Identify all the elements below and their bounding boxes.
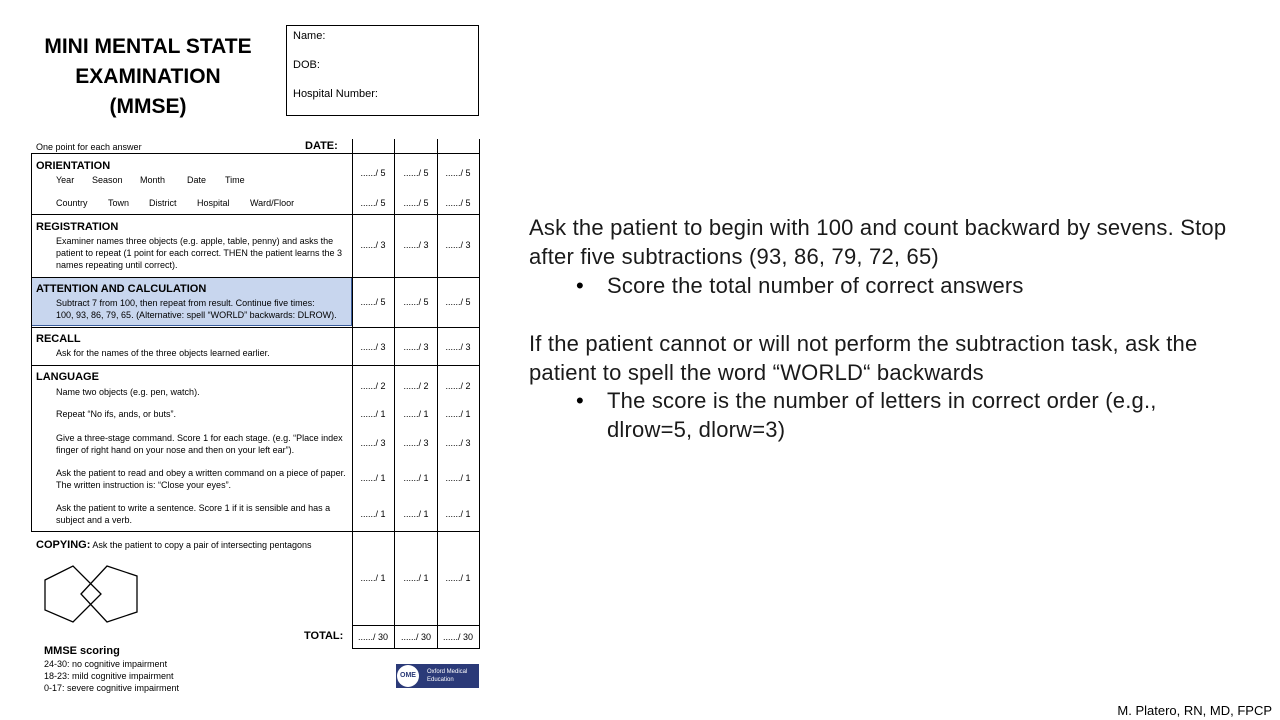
name-field-label: Name:: [293, 30, 326, 42]
score-language-2b[interactable]: ....../ 1: [403, 409, 429, 419]
score-language-1c[interactable]: ....../ 2: [445, 381, 471, 391]
attention-title: ATTENTION AND CALCULATION: [36, 283, 207, 295]
copying-text: Ask the patient to copy a pair of intersecting pentagons: [92, 540, 312, 550]
recall-title: RECALL: [36, 333, 81, 345]
language-title: LANGUAGE: [36, 371, 99, 383]
registration-title: REGISTRATION: [36, 221, 119, 233]
instruction-paragraph-1: Ask the patient to begin with 100 and count backward by sevens. Stop after five subtractions (93, 86, 79, 72, 65): [529, 215, 1227, 269]
language-item-4: Ask the patient to read and obey a written command on a piece of paper. The written instruction is: “Close your eyes”.: [56, 468, 346, 490]
dob-field-label: DOB:: [293, 59, 320, 71]
score-language-2c[interactable]: ....../ 1: [445, 409, 471, 419]
attention-text-2: 100, 93, 86, 79, 65. (Alternative: spell “WORLD” backwards: DLROW).: [56, 310, 337, 320]
instruction-paragraph-2: If the patient cannot or will not perform the subtraction task, ask the patient to spell the word “WORLD“ backwards: [529, 331, 1198, 385]
orientation-date: Date: [187, 175, 207, 185]
score-orientation-1a[interactable]: ....../ 5: [360, 168, 386, 178]
copying-row: [36, 540, 312, 551]
recall-text: Ask for the names of the three objects learned earlier.: [56, 348, 270, 358]
orientation-season: Season: [92, 175, 123, 185]
intersecting-pentagons-icon: [43, 564, 141, 628]
form-title-line1: MINI MENTAL STATE: [44, 35, 252, 58]
form-title-line3: (MMSE): [109, 95, 187, 118]
form-note: One point for each answer: [36, 142, 142, 152]
orientation-month: Month: [140, 175, 166, 185]
language-item-1: Name two objects (e.g. pen, watch).: [56, 387, 200, 397]
score-orientation-2c[interactable]: ....../ 5: [445, 198, 471, 208]
scoring-line-3: 0-17: severe cognitive impairment: [44, 683, 180, 693]
score-language-3c[interactable]: ....../ 3: [445, 438, 471, 448]
score-language-1b[interactable]: ....../ 2: [403, 381, 429, 391]
mmse-form-table: [31, 139, 480, 649]
date-label: DATE:: [305, 140, 338, 152]
mmse-scoring-legend: [44, 644, 179, 694]
score-registration-b[interactable]: ....../ 3: [403, 240, 429, 250]
bullet-dot-1: •: [576, 273, 584, 298]
score-copying-b[interactable]: ....../ 1: [403, 573, 429, 583]
score-copying-c[interactable]: ....../ 1: [445, 573, 471, 583]
orientation-country: Country: [56, 198, 88, 208]
orientation-district: District: [149, 198, 177, 208]
hospital-number-field-label: Hospital Number:: [293, 88, 378, 100]
attention-text-1: Subtract 7 from 100, then repeat from result. Continue five times:: [56, 298, 315, 308]
scoring-line-2: 18-23: mild cognitive impairment: [44, 671, 174, 681]
score-language-1a[interactable]: ....../ 2: [360, 381, 386, 391]
copying-title: COPYING:: [36, 539, 91, 551]
score-copying-a[interactable]: ....../ 1: [360, 573, 386, 583]
instruction-bullet-2: The score is the number of letters in correct order (e.g., dlrow=5, dlorw=3): [607, 388, 1157, 442]
orientation-town: Town: [108, 198, 130, 208]
score-attention-b[interactable]: ....../ 5: [403, 297, 429, 307]
language-item-2: Repeat “No ifs, ands, or buts”.: [56, 409, 177, 419]
score-language-4b[interactable]: ....../ 1: [403, 473, 429, 483]
score-orientation-1b[interactable]: ....../ 5: [403, 168, 429, 178]
instruction-bullet-1: Score the total number of correct answers: [607, 273, 1024, 298]
score-language-5c[interactable]: ....../ 1: [445, 509, 471, 519]
score-recall-b[interactable]: ....../ 3: [403, 342, 429, 352]
score-recall-c[interactable]: ....../ 3: [445, 342, 471, 352]
orientation-hospital: Hospital: [197, 198, 230, 208]
orientation-year: Year: [56, 175, 75, 185]
total-label: TOTAL:: [304, 630, 344, 642]
score-registration-a[interactable]: ....../ 3: [360, 240, 386, 250]
score-language-5a[interactable]: ....../ 1: [360, 509, 386, 519]
score-language-2a[interactable]: ....../ 1: [360, 409, 386, 419]
score-language-3a[interactable]: ....../ 3: [360, 438, 386, 448]
score-language-4c[interactable]: ....../ 1: [445, 473, 471, 483]
language-item-5: Ask the patient to write a sentence. Score 1 if it is sensible and has a subject and a verb.: [56, 503, 331, 525]
ome-mark: OME: [397, 665, 419, 687]
scoring-line-1: 24-30: no cognitive impairment: [44, 659, 168, 669]
score-attention-a[interactable]: ....../ 5: [360, 297, 386, 307]
orientation-ward: Ward/Floor: [250, 198, 295, 208]
bullet-dot-2: •: [576, 388, 584, 413]
orientation-title: ORIENTATION: [36, 160, 111, 172]
score-orientation-2a[interactable]: ....../ 5: [360, 198, 386, 208]
score-orientation-2b[interactable]: ....../ 5: [403, 198, 429, 208]
score-orientation-1c[interactable]: ....../ 5: [445, 168, 471, 178]
language-item-3: Give a three-stage command. Score 1 for each stage. (e.g. “Place index finger of right hand on your nose and then on your left ear”).: [56, 433, 343, 455]
score-total-a[interactable]: ....../ 30: [357, 632, 388, 642]
score-total-c[interactable]: ....../ 30: [442, 632, 473, 642]
form-title: [28, 32, 268, 122]
registration-text: Examiner names three objects (e.g. apple, table, penny) and asks the patient to repeat (1 point for each correct. THEN the patient learns the 3 names repeating until correct).: [56, 236, 342, 270]
scoring-title: MMSE scoring: [44, 645, 120, 657]
orientation-time: Time: [225, 175, 245, 185]
score-language-3b[interactable]: ....../ 3: [403, 438, 429, 448]
score-language-5b[interactable]: ....../ 1: [403, 509, 429, 519]
score-registration-c[interactable]: ....../ 3: [445, 240, 471, 250]
author-credit: M. Platero, RN, MD, FPCP: [1117, 703, 1272, 718]
score-total-b[interactable]: ....../ 30: [400, 632, 431, 642]
patient-id-box: [286, 25, 479, 116]
ome-logo: [396, 664, 479, 688]
ome-name-line2: Education: [427, 677, 454, 683]
score-attention-c[interactable]: ....../ 5: [445, 297, 471, 307]
ome-name-line1: Oxford Medical: [427, 669, 468, 675]
score-language-4a[interactable]: ....../ 1: [360, 473, 386, 483]
form-title-line2: EXAMINATION: [75, 65, 221, 88]
ome-name: [427, 668, 467, 684]
score-recall-a[interactable]: ....../ 3: [360, 342, 386, 352]
